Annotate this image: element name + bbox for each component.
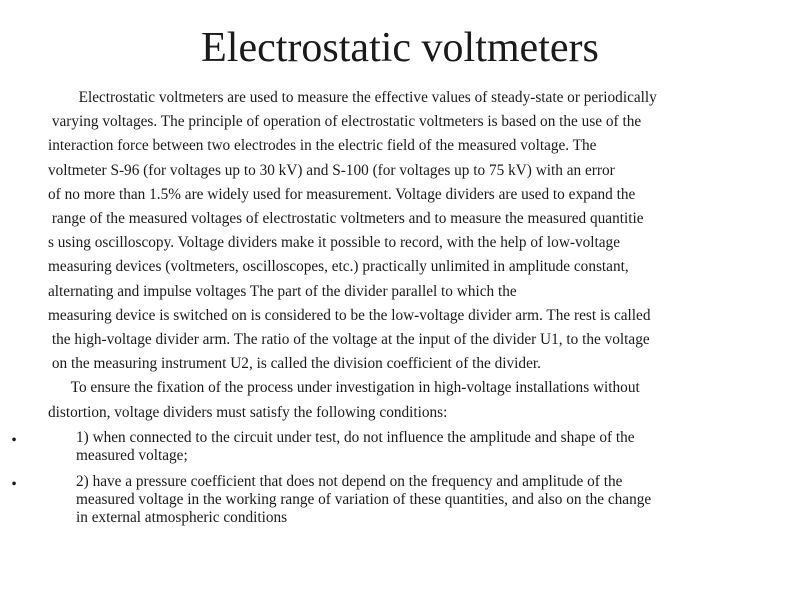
paragraph-line: Electrostatic voltmeters are used to measure the effective values of steady-state or periodically xyxy=(48,89,657,106)
paragraph-line: varying voltages. The principle of operation of electrostatic voltmeters is based on the use of the xyxy=(48,113,642,131)
condition-line: measured voltage; xyxy=(76,446,188,464)
paragraph-line: measuring device is switched on is considered to be the low-voltage divider arm. The rest is called xyxy=(48,306,651,324)
paragraph-line: alternating and impulse voltages The part of the divider parallel to which the xyxy=(48,282,517,300)
body-text xyxy=(11,86,778,527)
condition-line: 2) have a pressure coefficient that does not depend on the frequency and amplitude of the xyxy=(76,472,623,490)
condition-list xyxy=(11,428,778,527)
paragraph-line: on the measuring instrument U2, is called the division coefficient of the divider. xyxy=(48,355,541,373)
paragraph-line: of no more than 1.5% are widely used for measurement. Voltage dividers are used to expand the xyxy=(48,185,636,203)
paragraph-line: s using oscilloscopy. Voltage dividers make it possible to record, with the help of low-voltage xyxy=(48,234,620,252)
condition-line: 1) when connected to the circuit under test, do not influence the amplitude and shape of the xyxy=(76,428,635,446)
paragraph-line: measuring devices (voltmeters, oscilloscopes, etc.) practically unlimited in amplitude constant, xyxy=(48,258,629,276)
slide-title: Electrostatic voltmeters xyxy=(201,25,599,71)
condition-line: in external atmospheric conditions xyxy=(76,508,288,526)
paragraph-line: To ensure the fixation of the process under investigation in high-voltage installations without xyxy=(48,379,640,397)
paragraph-line: voltmeter S-96 (for voltages up to 30 kV) and S-100 (for voltages up to 75 kV) with an error xyxy=(48,161,615,179)
bullet-marker: • xyxy=(11,431,17,449)
condition-item xyxy=(11,428,778,465)
paragraph-line: range of the measured voltages of electrostatic voltmeters and to measure the measured quantitie xyxy=(48,210,644,228)
condition-line: measured voltage in the working range of variation of these quantities, and also on the change xyxy=(76,490,652,508)
paragraph-line: distortion, voltage dividers must satisfy the following conditions: xyxy=(48,403,448,421)
bullet-marker: • xyxy=(11,475,17,493)
paragraph-line: interaction force between two electrodes in the electric field of the measured voltage. The xyxy=(48,137,597,155)
condition-item xyxy=(11,472,778,527)
paragraph xyxy=(48,86,778,425)
paragraph-line: the high-voltage divider arm. The ratio of the voltage at the input of the divider U1, to the voltage xyxy=(48,331,650,349)
